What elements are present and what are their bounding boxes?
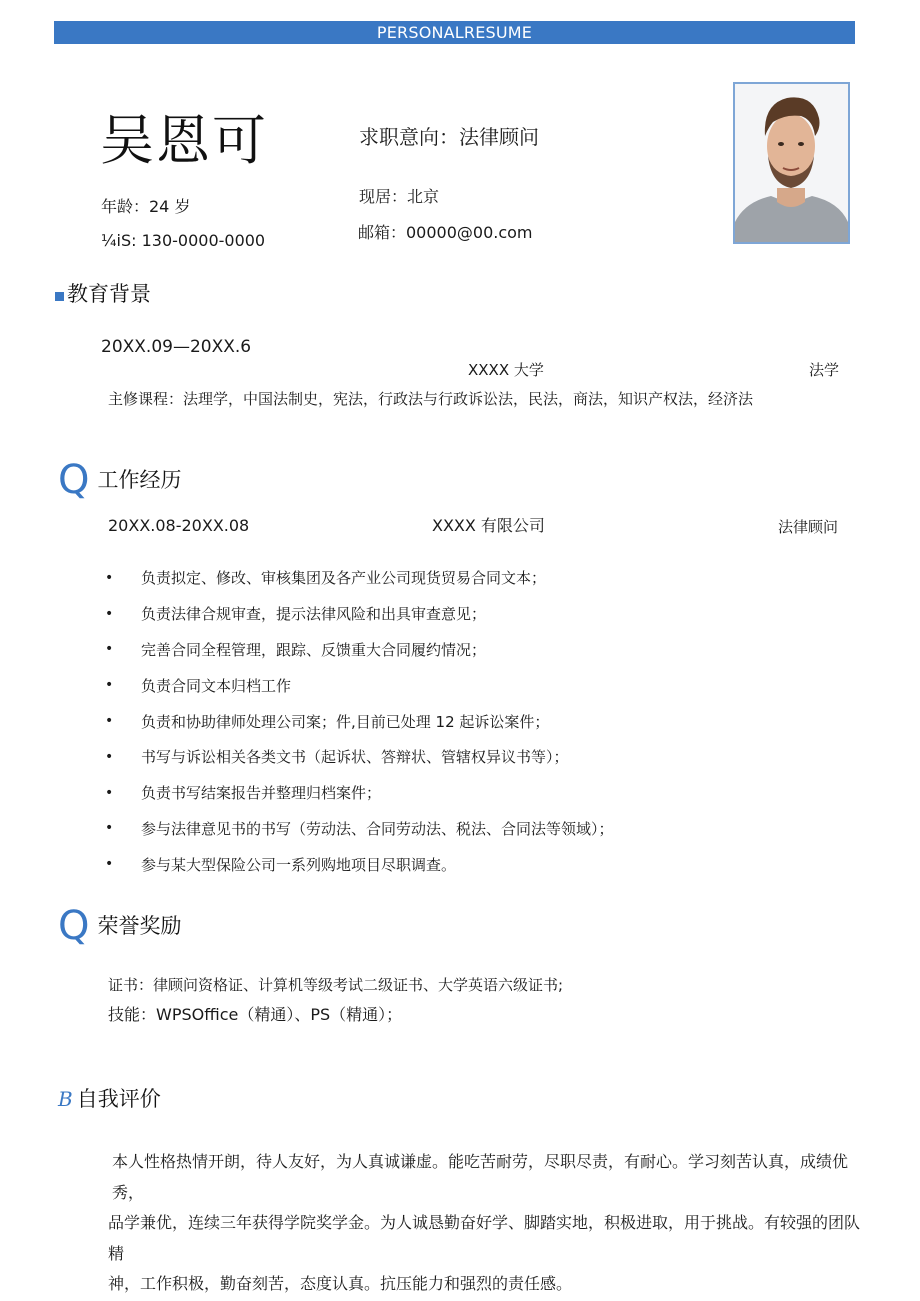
self-eval-paragraph [108,1147,868,1300]
q-letter-icon: Q [58,457,90,503]
list-item [104,775,614,811]
honors-header [58,904,181,948]
list-item [104,632,614,668]
work-company: XXXX 有限公司 [432,516,545,535]
list-item [104,739,614,775]
bullet-icon: • [105,820,114,837]
certificates-line: 证书：律顾问资格证、计算机等级考试二级证书、大学英语六级证书; [108,976,564,994]
bullet-icon: • [105,856,114,873]
education-period: 20XX.09—20XX.6 [101,337,252,357]
list-item [104,596,614,632]
work-title: 工作经历 [97,468,182,492]
duty-text: 负责和协助律师处理公司案；件,目前已处理 12 起诉讼案件； [141,712,550,731]
list-item [104,811,614,847]
education-courses: 主修课程：法理学，中国法制史，宪法，行政法与行政诉讼法，民法，商法，知识产权法，经济法 [108,390,754,408]
duty-text: 负责合同文本归档工作 [141,676,292,695]
education-major: 法学 [809,361,840,379]
bullet-icon: • [105,677,114,694]
self-eval-line: 品学兼优，连续三年获得学院奖学金。为人诚恳勤奋好学、脚踏实地，积极进取，用于挑战。有较强的团队精 [108,1213,861,1263]
age-field: 年龄：24 岁 [101,197,191,216]
phone-field: ¼iS: 130-0000-0000 [101,231,266,250]
education-title: 教育背景 [67,282,151,306]
bullet-icon: • [105,569,114,586]
work-header [58,458,181,502]
work-period: 20XX.08-20XX.08 [108,516,250,535]
q-letter-icon: Q [58,903,90,949]
duty-text: 负责书写结案报告并整理归档案件； [141,784,382,803]
self-eval-header [58,1085,161,1113]
self-eval-title: 自我评价 [76,1087,161,1111]
duty-text: 负责拟定、修改、审核集团及各产业公司现货贸易合同文本； [141,569,547,588]
square-bullet-icon [55,292,64,301]
self-eval-line: 本人性格热情开朗，待人友好，为人真诚谦虚。能吃苦耐劳，尽职尽责，有耐心。学习刻苦认真，成绩优秀， [112,1152,849,1202]
duty-text: 书写与诉讼相关各类文书（起诉状、答辩状、管辖权异议书等）； [141,748,569,767]
list-item [104,560,614,596]
skills-line: 技能：WPSOffice（精通）、PS（精通）； [108,1005,403,1024]
education-header [55,280,151,308]
work-duties-list [104,560,614,882]
duty-text: 完善合同全程管理，跟踪、反馈重大合同履约情况； [141,640,487,659]
portrait-illustration [735,84,848,242]
email-text: 邮箱：00000@00.com [358,223,533,242]
self-eval-line: 神，工作积极，勤奋刻苦，态度认真。抗压能力和强烈的责任感。 [108,1274,573,1293]
work-position: 法律顾问 [778,518,839,536]
residence-field: 现居：北京 [359,187,440,206]
bullet-icon: • [105,748,114,765]
profile-photo [733,82,850,244]
duty-text: 参与法律意见书的书写（劳动法、合同劳动法、税法、合同法等领域）； [141,819,614,838]
duty-text: 负责法律合规审查，提示法律风险和出具审查意见； [141,605,487,624]
email-field [358,220,558,242]
list-item [104,703,614,739]
list-item [104,667,614,703]
duty-text: 参与某大型保险公司一系列购地项目尽职调查。 [141,855,457,874]
bullet-icon: • [105,784,114,801]
list-item [104,846,614,882]
b-letter-icon: B [58,1087,73,1111]
education-school: XXXX 大学 [468,361,544,379]
bullet-icon: • [105,713,114,730]
bullet-icon: • [105,605,114,622]
candidate-name: 吴恩可 [100,109,268,172]
job-objective: 求职意向：法律顾问 [359,125,539,149]
honors-title: 荣誉奖励 [97,914,182,938]
bullet-icon: • [105,641,114,658]
resume-banner: PERSONALRESUME [54,21,855,44]
